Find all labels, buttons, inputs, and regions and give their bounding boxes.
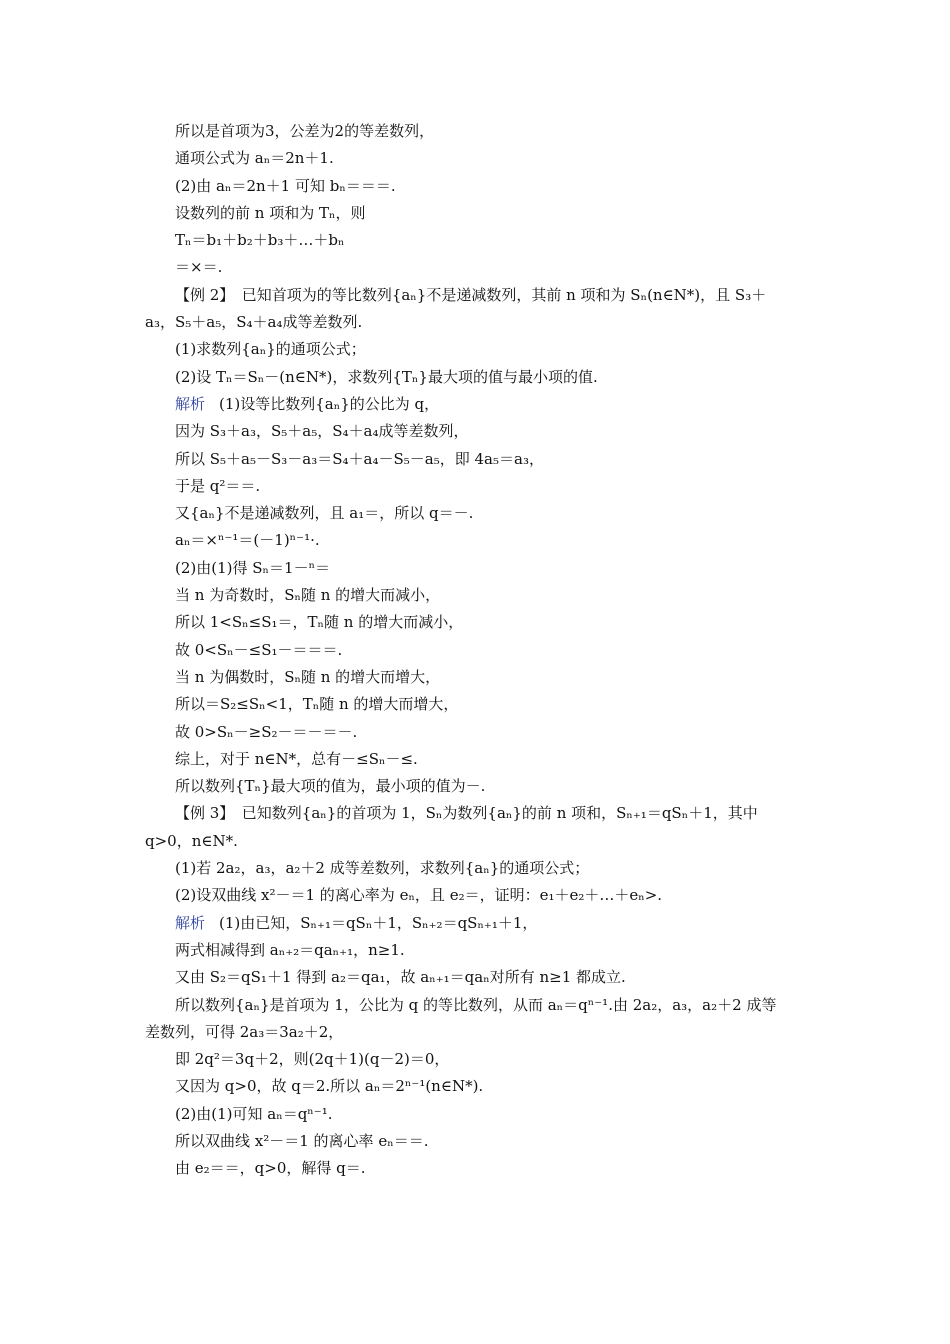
line-text: (2)设 Tₙ＝Sₙ－(n∈N*)，求数列{Tₙ}最大项的值与最小项的值. bbox=[175, 367, 598, 386]
solution-tag: 解析 bbox=[175, 913, 206, 932]
text-line bbox=[145, 1128, 810, 1155]
line-text: 因为 S₃＋a₃，S₅＋a₅，S₄＋a₄成等差数列， bbox=[175, 422, 469, 441]
text-line bbox=[145, 637, 810, 664]
line-text: 【例 2】 已知首项为的等比数列{aₙ}不是递减数列，其前 n 项和为 Sₙ(n∈N*)，且 S₃＋ bbox=[175, 285, 767, 304]
text-line bbox=[145, 446, 810, 473]
text-line bbox=[145, 1046, 810, 1073]
text-line bbox=[145, 391, 810, 418]
line-text: 通项公式为 aₙ＝2n＋1. bbox=[175, 149, 334, 168]
text-line bbox=[145, 609, 810, 636]
text-line bbox=[145, 882, 810, 909]
line-text: 所以＝S₂≤Sₙ<1，Tₙ随 n 的增大而增大， bbox=[175, 695, 459, 714]
line-text: 故 0>Sₙ－≥S₂－＝－＝－. bbox=[175, 722, 358, 741]
text-line bbox=[145, 664, 810, 691]
line-text: 当 n 为奇数时，Sₙ随 n 的增大而减小， bbox=[175, 586, 441, 605]
text-line bbox=[145, 773, 810, 800]
document-body bbox=[145, 118, 810, 1183]
line-text: 又因为 q>0，故 q＝2.所以 aₙ＝2ⁿ⁻¹(n∈N*). bbox=[175, 1077, 484, 1096]
text-line bbox=[145, 719, 810, 746]
line-text: 差数列，可得 2a₃＝3a₂＋2， bbox=[145, 1022, 344, 1041]
line-text: (2)由 aₙ＝2n＋1 可知 bₙ＝＝＝. bbox=[175, 176, 396, 195]
text-line bbox=[145, 937, 810, 964]
text-line bbox=[145, 992, 810, 1019]
text-line bbox=[145, 173, 810, 200]
line-text: 故 0<Sₙ－≤S₁－＝＝＝. bbox=[175, 640, 343, 659]
text-line bbox=[145, 1019, 810, 1046]
line-text: 所以 1<Sₙ≤S₁＝，Tₙ随 n 的增大而减小， bbox=[175, 613, 464, 632]
line-text: 所以数列{Tₙ}最大项的值为，最小项的值为－. bbox=[175, 777, 486, 796]
text-line bbox=[145, 582, 810, 609]
text-line bbox=[145, 282, 810, 309]
line-text: 所以是首项为3，公差为2的等差数列， bbox=[175, 122, 435, 140]
line-text: 所以 S₅＋a₅－S₃－a₃＝S₄＋a₄－S₅－a₅，即 4a₅＝a₃， bbox=[175, 449, 544, 468]
text-line bbox=[145, 118, 810, 145]
text-line bbox=[145, 828, 810, 855]
text-line bbox=[145, 500, 810, 527]
solution-tag: 解析 bbox=[175, 394, 206, 413]
line-text: 当 n 为偶数时，Sₙ随 n 的增大而增大， bbox=[175, 667, 441, 686]
line-text: aₙ＝×ⁿ⁻¹＝(－1)ⁿ⁻¹·. bbox=[175, 531, 320, 550]
text-line bbox=[145, 309, 810, 336]
line-text: 综上，对于 n∈N*，总有－≤Sₙ－≤. bbox=[175, 749, 418, 768]
line-text: (1)求数列{aₙ}的通项公式； bbox=[175, 340, 366, 359]
line-text: (2)由(1)得 Sₙ＝1－ⁿ＝ bbox=[175, 558, 331, 577]
text-line bbox=[145, 1101, 810, 1128]
line-text: 【例 3】 已知数列{aₙ}的首项为 1，Sₙ为数列{aₙ}的前 n 项和，Sₙ₊₁＝qSₙ＋1，其中 bbox=[175, 804, 758, 823]
text-line bbox=[145, 200, 810, 227]
line-text: Tₙ＝b₁＋b₂＋b₃＋…＋bₙ bbox=[175, 231, 345, 250]
line-text: 由 e₂＝＝，q>0，解得 q＝. bbox=[175, 1159, 366, 1178]
text-line bbox=[145, 691, 810, 718]
line-text: 设数列的前 n 项和为 Tₙ，则 bbox=[175, 203, 366, 222]
text-line bbox=[145, 555, 810, 582]
text-line bbox=[145, 964, 810, 991]
text-line bbox=[145, 527, 810, 554]
line-text: (1)由已知，Sₙ₊₁＝qSₙ＋1，Sₙ₊₂＝qSₙ₊₁＋1， bbox=[219, 913, 538, 932]
text-line bbox=[145, 227, 810, 254]
line-text: 所以双曲线 x²－＝1 的离心率 eₙ＝＝. bbox=[175, 1131, 429, 1150]
line-text: (1)若 2a₂，a₃，a₂＋2 成等差数列，求数列{aₙ}的通项公式； bbox=[175, 859, 590, 878]
line-text: (2)设双曲线 x²－＝1 的离心率为 eₙ，且 e₂＝，证明：e₁＋e₂＋…＋eₙ>. bbox=[175, 886, 663, 905]
text-line bbox=[145, 473, 810, 500]
text-line bbox=[145, 800, 810, 827]
line-text: a₃，S₅＋a₅，S₄＋a₄成等差数列. bbox=[145, 313, 363, 332]
text-line bbox=[145, 855, 810, 882]
text-line bbox=[145, 364, 810, 391]
line-text: 即 2q²＝3q＋2，则(2q＋1)(q－2)＝0， bbox=[175, 1050, 450, 1069]
text-line bbox=[145, 336, 810, 363]
line-text: q>0，n∈N*. bbox=[145, 831, 238, 850]
line-text: 于是 q²＝＝. bbox=[175, 476, 261, 495]
line-text: 所以数列{aₙ}是首项为 1，公比为 q 的等比数列，从而 aₙ＝qⁿ⁻¹.由 2a₂，a₃，a₂＋2 成等 bbox=[175, 995, 777, 1014]
line-text: 两式相减得到 aₙ₊₂＝qaₙ₊₁，n≥1. bbox=[175, 940, 405, 959]
text-line bbox=[145, 746, 810, 773]
line-text: (1)设等比数列{aₙ}的公比为 q， bbox=[219, 394, 440, 413]
text-line bbox=[145, 254, 810, 281]
line-text: (2)由(1)可知 aₙ＝qⁿ⁻¹. bbox=[175, 1104, 333, 1123]
text-line bbox=[145, 418, 810, 445]
text-line bbox=[145, 910, 810, 937]
line-text: 又{aₙ}不是递减数列，且 a₁＝，所以 q＝－. bbox=[175, 504, 474, 523]
text-line bbox=[145, 1073, 810, 1100]
text-line bbox=[145, 1155, 810, 1182]
text-line bbox=[145, 145, 810, 172]
line-text: 又由 S₂＝qS₁＋1 得到 a₂＝qa₁，故 aₙ₊₁＝qaₙ对所有 n≥1 都成立. bbox=[175, 968, 626, 987]
line-text: ＝×＝. bbox=[175, 258, 223, 277]
